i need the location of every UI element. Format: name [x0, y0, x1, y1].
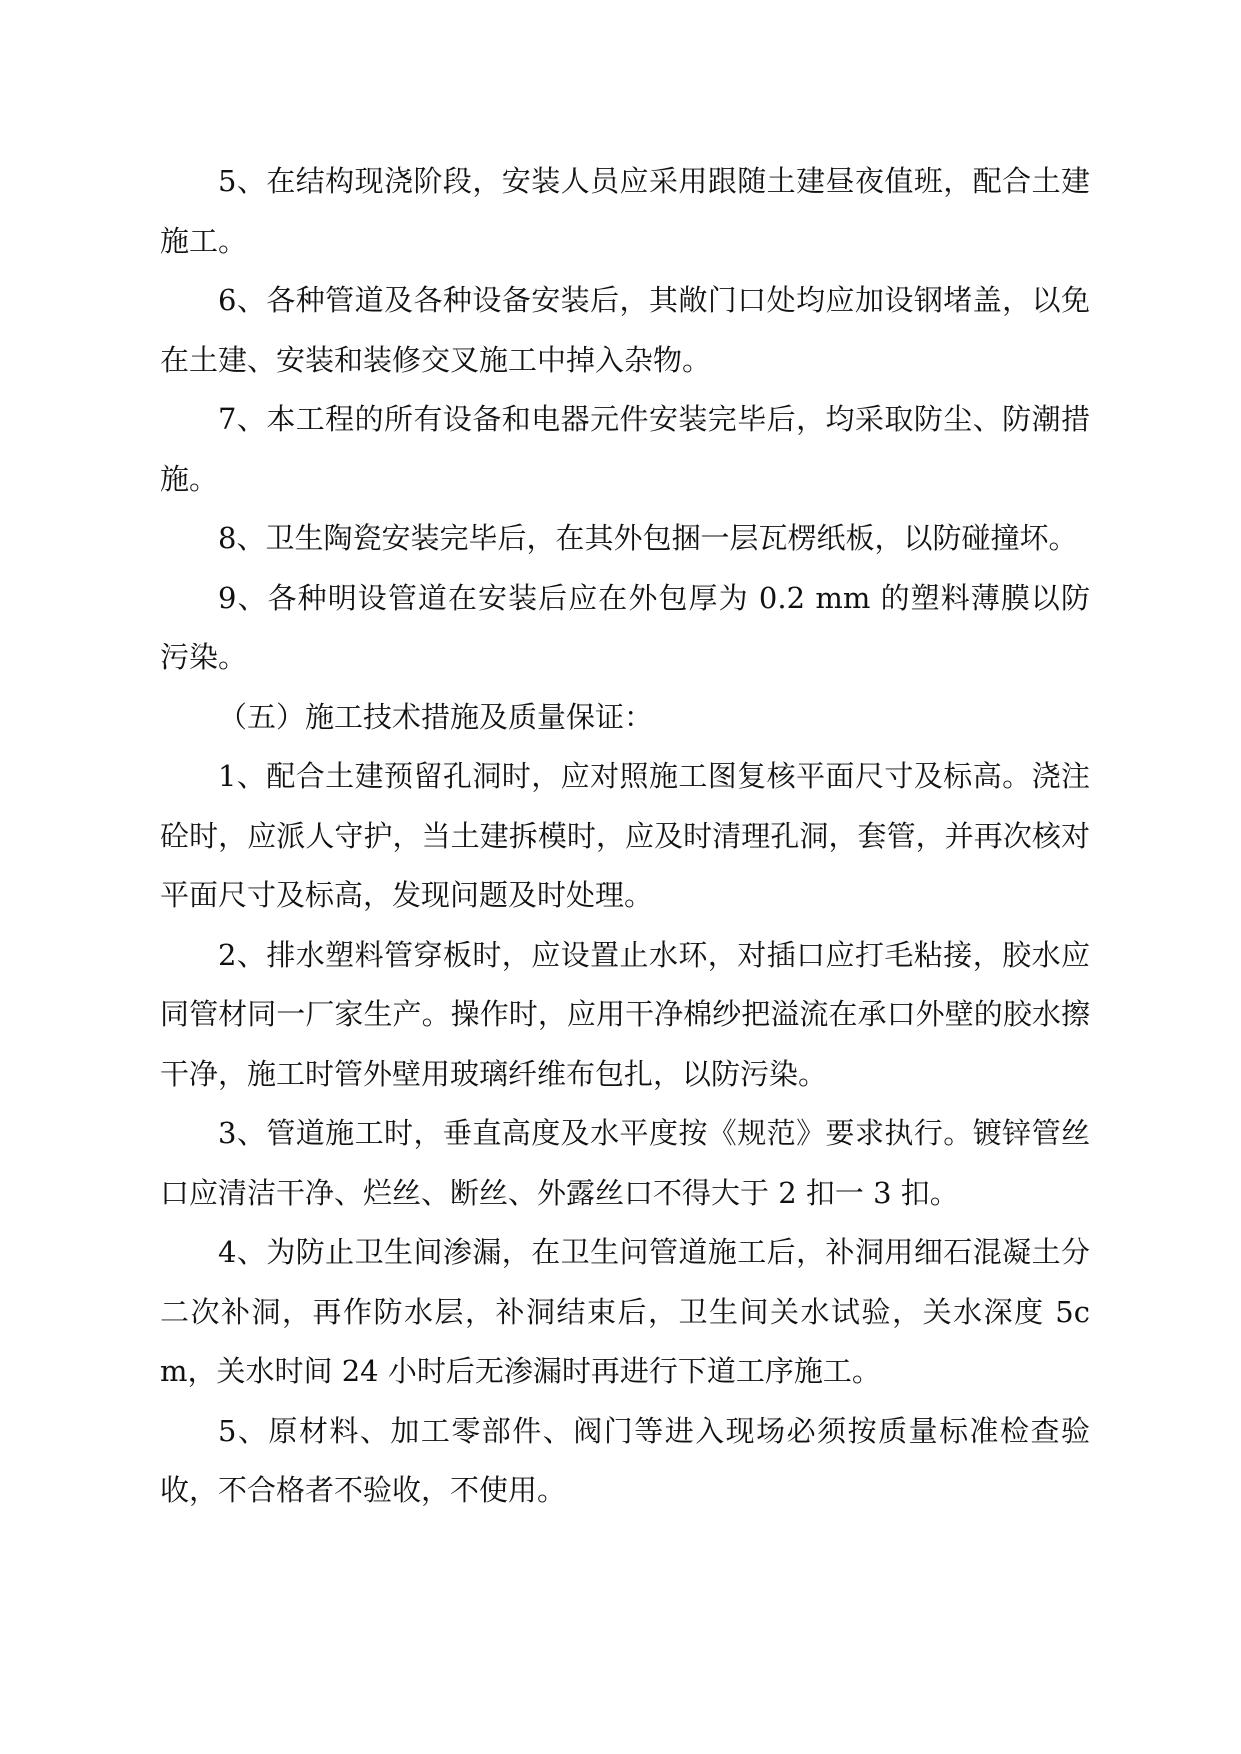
paragraph-item-7-dust-moisture: 7、本工程的所有设备和电器元件安装完毕后，均采取防尘、防潮措施。: [160, 402, 1090, 496]
paragraph-measure-4-bathroom-leak: 4、为防止卫生间渗漏，在卫生问管道施工后，补洞用细石混凝土分二次补洞，再作防水层，补洞结束后，卫生间关水试验，关水深度 5cm，关水时间 24 小时后无渗漏时再进行下道工序施工。: [160, 1235, 1090, 1388]
section-heading-construction-measures: （五）施工技术措施及质量保证：: [218, 699, 654, 734]
paragraph-measure-2-plastic-pipe: 2、排水塑料管穿板时，应设置止水环，对插口应打毛粘接，胶水应同管材同一厂家生产。操作时，应用干净棉纱把溢流在承口外壁的胶水擦干净，施工时管外壁用玻璃纤维布包扎，以防污染。: [160, 937, 1090, 1091]
paragraph-item-5-cast-in-place: 5、在结构现浇阶段，安装人员应采用跟随土建昼夜值班，配合土建施工。: [160, 164, 1090, 258]
paragraph-measure-3-pipe-install: 3、管道施工时，垂直高度及水平度按《规范》要求执行。镀锌管丝口应清洁干净、烂丝、断丝、外露丝口不得大于 2 扣一 3 扣。: [160, 1116, 1090, 1210]
paragraph-item-8-ceramics: 8、卫生陶瓷安装完毕后，在其外包捆一层瓦楞纸板，以防碰撞坏。: [218, 521, 1078, 555]
paragraph-measure-1-openings: 1、配合土建预留孔洞时，应对照施工图复核平面尺寸及标高。浇注砼时，应派人守护，当土建拆模时，应及时清理孔洞，套管，并再次核对平面尺寸及标高，发现问题及时处理。: [160, 759, 1090, 912]
paragraph-item-9-exposed-pipes: 9、各种明设管道在安装后应在外包厚为 0.2 mm 的塑料薄膜以防污染。: [160, 580, 1090, 674]
paragraph-measure-5-materials: 5、原材料、加工零部件、阀门等进入现场必须按质量标准检查验收，不合格者不验收，不使用。: [160, 1413, 1090, 1507]
paragraph-item-6-pipe-caps: 6、各种管道及各种设备安装后，其敞门口处均应加设钢堵盖，以免在土建、安装和装修交叉施工中掉入杂物。: [160, 283, 1090, 377]
document-body: [160, 152, 1090, 1521]
